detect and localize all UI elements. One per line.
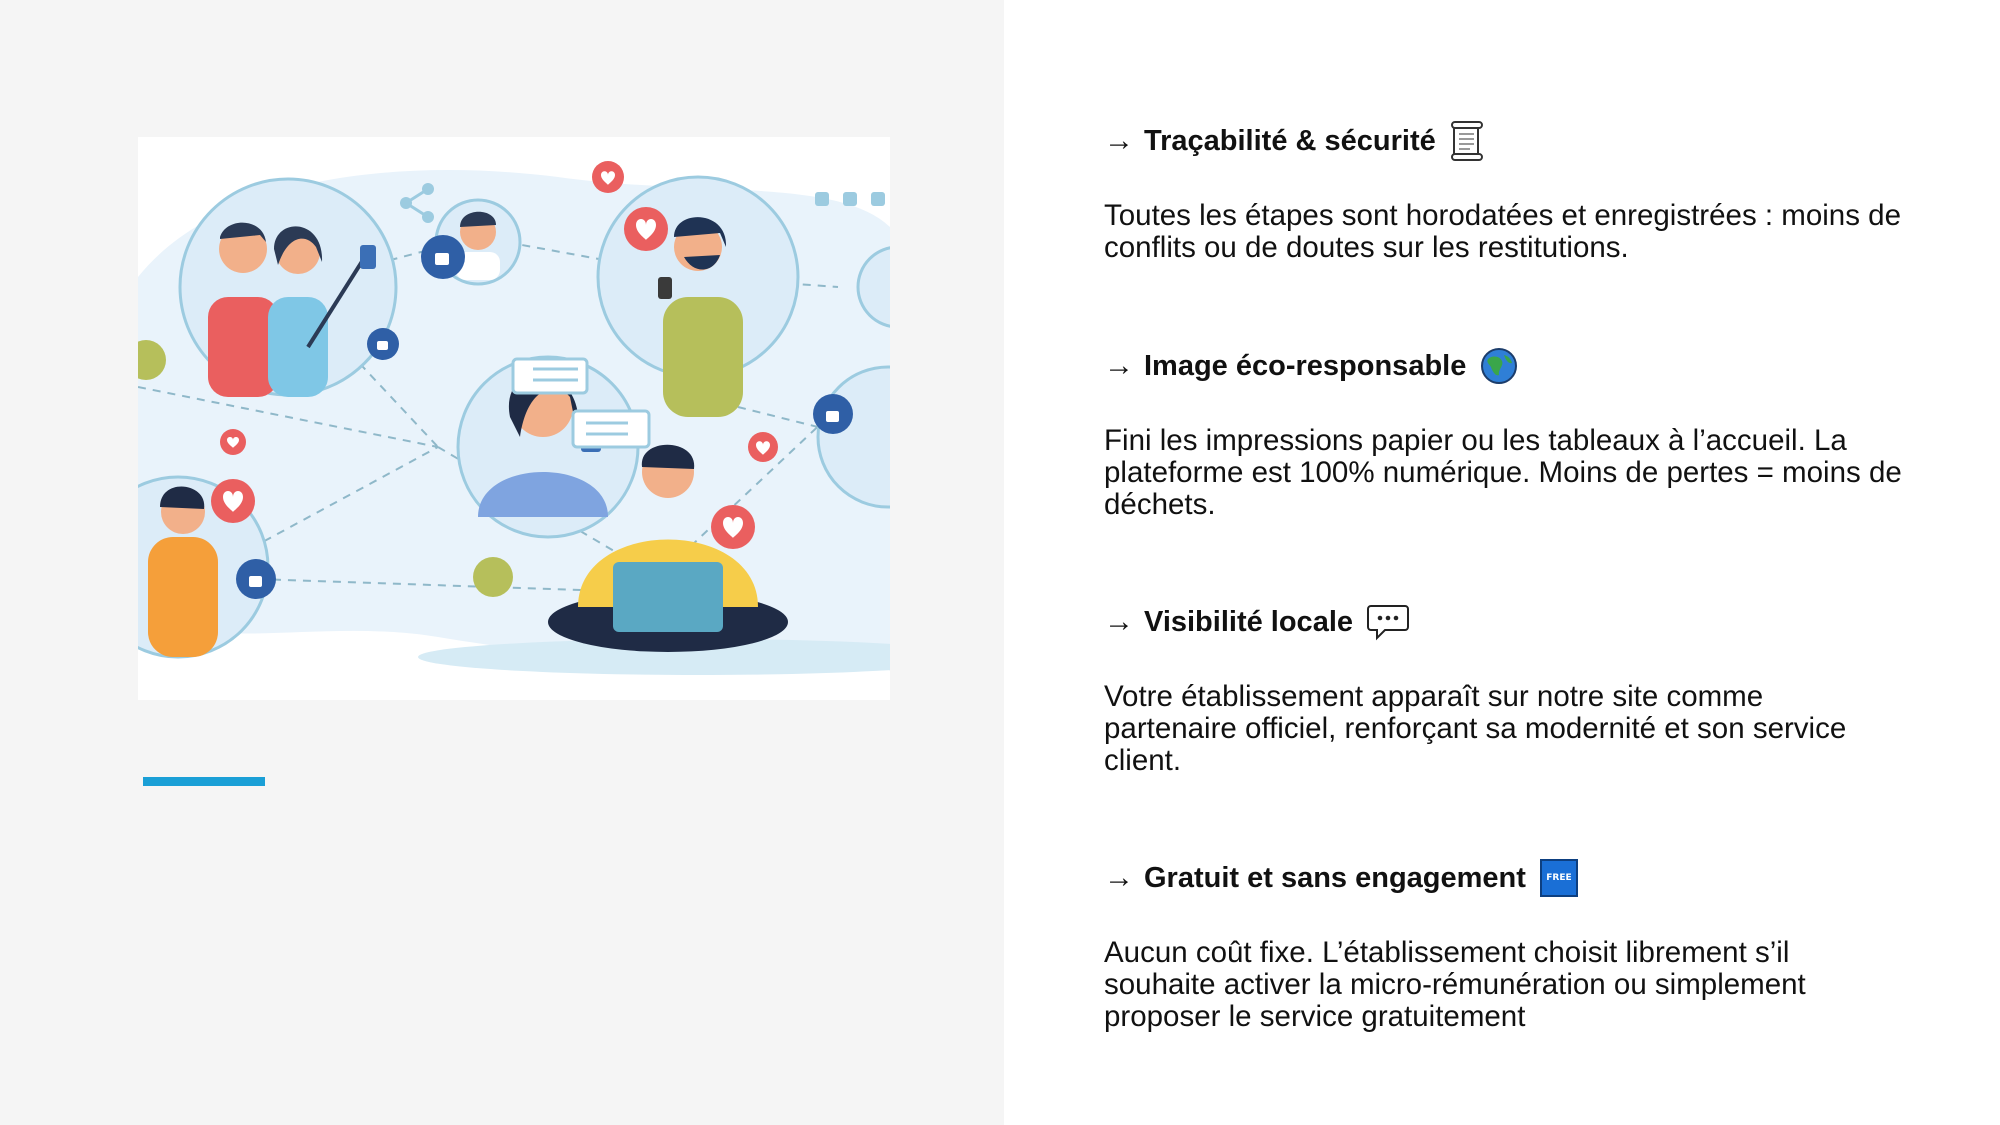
social-network-illustration xyxy=(138,137,890,700)
accent-bar xyxy=(143,777,265,786)
feature-title: Visibilité locale xyxy=(1144,605,1354,638)
feature-tracabilite xyxy=(1104,116,1924,264)
feature-visibilite-locale xyxy=(1104,597,1924,777)
feature-gratuit xyxy=(1104,853,1924,1033)
arrow-icon: → xyxy=(1104,349,1134,382)
globe-icon xyxy=(1480,347,1518,385)
arrow-icon: → xyxy=(1104,124,1134,157)
feature-title: Image éco-responsable xyxy=(1144,349,1467,382)
scroll-icon xyxy=(1450,121,1484,161)
feature-title: Traçabilité & sécurité xyxy=(1144,124,1436,157)
arrow-icon: → xyxy=(1104,605,1134,638)
free-badge-icon xyxy=(1540,859,1578,897)
feature-heading xyxy=(1104,341,1924,391)
feature-description: Votre établissement apparaît sur notre site comme partenaire officiel, renforçant sa modernité et son service client. xyxy=(1104,680,1847,777)
feature-description: Toutes les étapes sont horodatées et enregistrées : moins de conflits ou de doutes sur les restitutions. xyxy=(1104,199,1901,264)
feature-description: Aucun coût fixe. L’établissement choisit librement s’il souhaite activer la micro-rémunération ou simplement proposer le service gratuitement xyxy=(1104,936,1806,1033)
feature-heading xyxy=(1104,853,1924,903)
feature-heading xyxy=(1104,116,1924,166)
arrow-icon: → xyxy=(1104,861,1134,894)
feature-title: Gratuit et sans engagement xyxy=(1144,861,1526,894)
feature-eco-responsable xyxy=(1104,341,1924,521)
feature-heading xyxy=(1104,597,1924,647)
free-badge: FREE xyxy=(1540,859,1578,897)
speech-bubble-icon xyxy=(1367,603,1409,641)
feature-description: Fini les impressions papier ou les tableaux à l’accueil. La plateforme est 100% numérique. Moins de pertes = moins de déchets. xyxy=(1104,424,1902,521)
